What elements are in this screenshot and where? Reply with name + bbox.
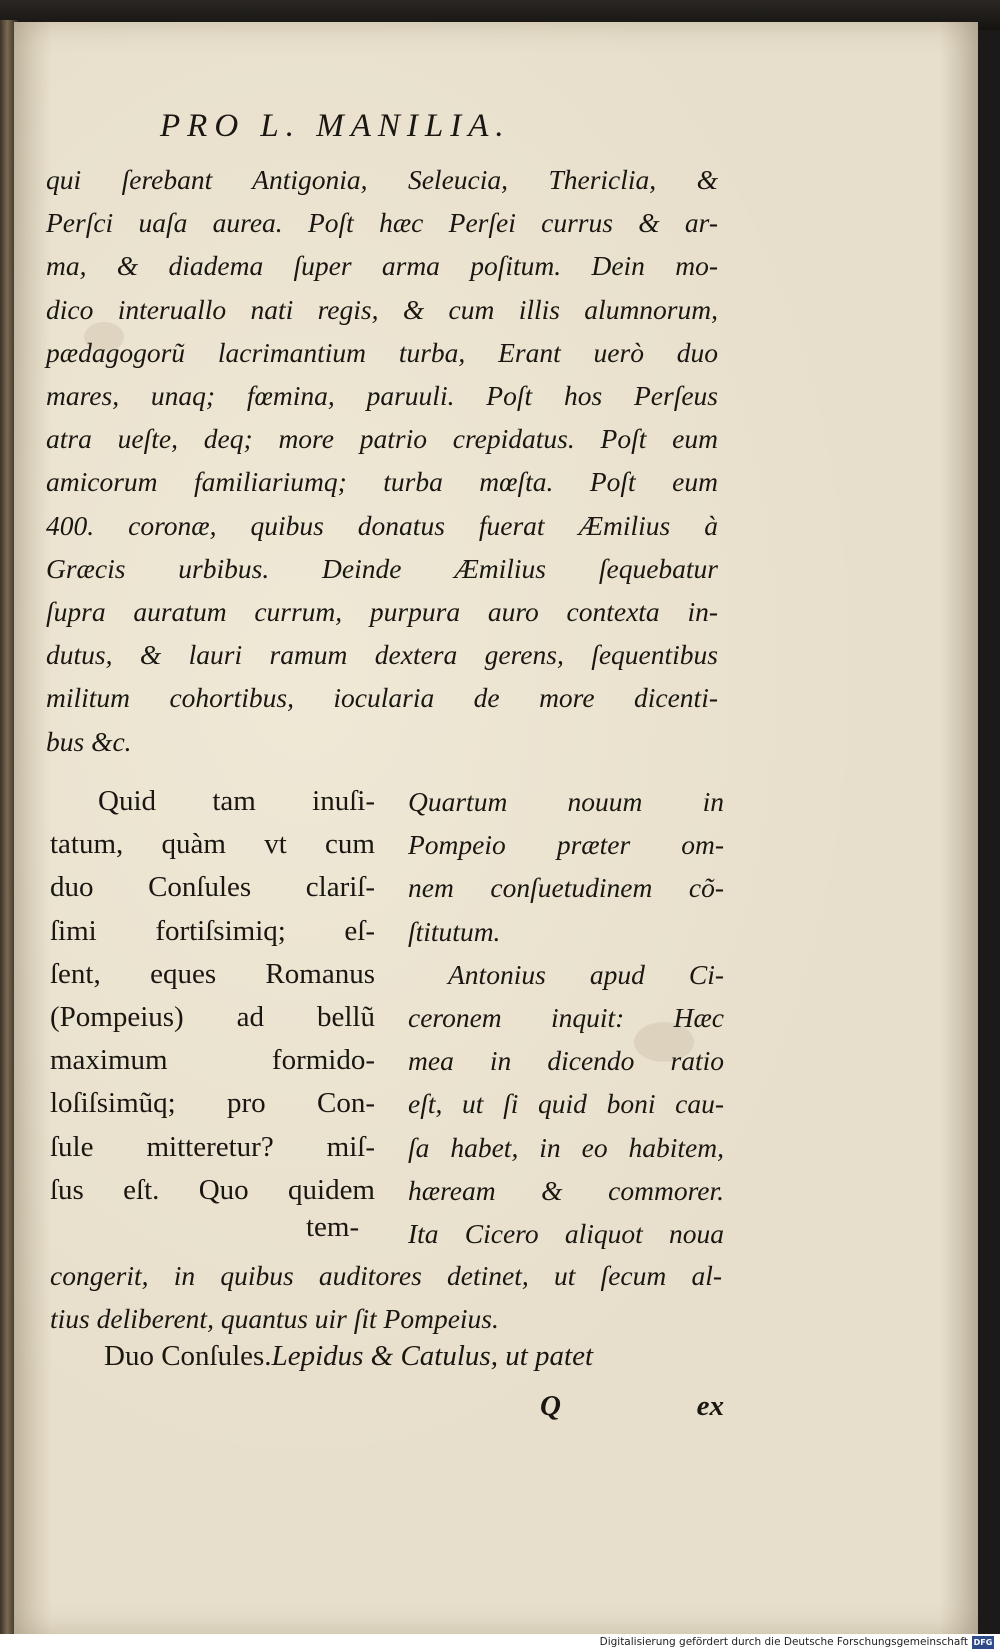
text-line: atra ueſte, deq; more patrio crepidatus. Poſt eum [46,423,718,455]
continuation-text [50,1254,722,1340]
text-line: 400. coronæ, quibus donatus fuerat Æmilius à [46,509,718,541]
text-line: militum cohortibus, iocularia de more dicenti- [46,682,718,714]
text-line: Quartum nouum in [408,786,724,817]
text-line: Pompeio præter om- [408,829,724,861]
text-line: Ita Cicero aliquot noua [408,1218,724,1250]
signature-and-catchword [540,1390,724,1423]
text-line: ſus eſt. Quo quidem [50,1173,375,1206]
running-head: PRO L. MANILIA. [160,108,511,144]
text-line: hæream & commorer. [408,1174,724,1206]
text-line: ſa habet, in eo habitem, [408,1131,724,1163]
text-line: congerit, in quibus auditores detinet, ut ſecum al- [50,1260,722,1291]
text-line: ſimi fortiſsimiq; eſ- [50,914,375,947]
text-line: duo Conſules clariſ- [50,871,375,904]
text-line: ſent, eques Romanus [50,957,375,990]
text-line: (Pompeius) ad bellũ [50,1001,375,1034]
last-line-roman: Duo Conſules. [104,1340,272,1372]
text-line: Græcis urbibus. Deinde Æmilius ſequebatur [46,552,718,584]
text-line: eſt, ut ſi quid boni cau- [408,1088,724,1120]
last-text-line [104,1340,728,1373]
text-line: maximum formido- [50,1044,375,1077]
text-line: ma, & diadema ſuper arma poſitum. Dein mo- [46,250,718,282]
text-line: ſtitutum. [408,915,501,947]
right-column-marginal-note [408,780,724,1255]
text-line: nem conſuetudinem cõ- [408,872,724,904]
catchword: ex [696,1390,724,1422]
main-text-block [46,158,718,763]
text-line: mares, unaq; fœmina, paruuli. Poſt hos Perſeus [46,380,718,412]
text-line: tius deliberent, quantus uir ſit Pompeius. [50,1303,499,1335]
text-line: dutus, & lauri ramum dextera gerens, ſequentibus [46,639,718,671]
signature-mark: Q [540,1390,561,1422]
text-line: amicorum familiariumq; turba mœſta. Poſt eum [46,466,718,498]
text-line: Antonius apud Ci- [448,958,724,990]
text-line: ſupra auratum currum, purpura auro contexta in- [46,596,718,628]
footer-credit: Digitalisierung gefördert durch die Deutsche Forschungsgemeinschaft [599,1636,968,1648]
text-line: ceronem inquit: Hæc [408,1002,724,1034]
last-line-italic: Lepidus & Catulus, ut patet [271,1340,593,1372]
text-line: pædagogorũ lacrimantium turba, Erant uerò duo [46,336,718,368]
text-line: tatum, quàm vt cum [50,828,375,861]
text-line: mea in dicendo ratio [408,1045,724,1077]
text-line-hyphen: tem- [306,1211,360,1243]
text-line: Quid tam inuſi- [98,785,375,817]
dfg-logo: DFG [973,1638,993,1647]
text-line: Perſci uaſa aurea. Poſt hæc Perſei currus & ar- [46,207,718,239]
text-line: ſule mitteretur? miſ- [50,1130,375,1163]
text-line: bus &c. [46,725,132,757]
text-line: qui ſerebant Antigonia, Seleucia, Thericlia, & [46,164,718,195]
left-column-text [50,780,375,1212]
text-line: loſiſsimũq; pro Con- [50,1087,375,1120]
text-line: dico interuallo nati regis, & cum illis alumnorum, [46,293,718,325]
